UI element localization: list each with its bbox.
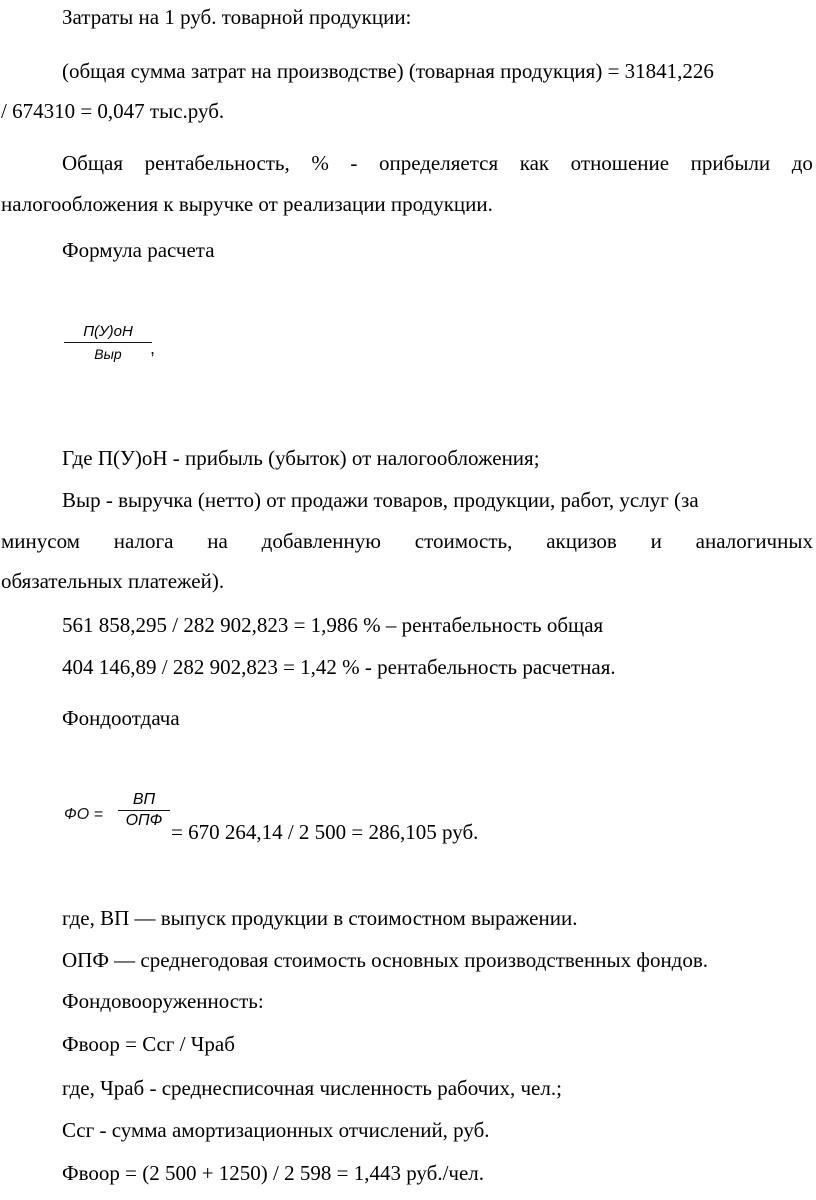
text-line: Фвоор = (2 500 + 1250) / 2 598 = 1,443 руб./чел.	[62, 1161, 485, 1185]
justified-text-line	[1, 153, 813, 174]
text-line: / 674310 = 0,047 тыс.руб.	[1, 99, 225, 123]
text-line: где, Чраб - среднесписочная численность рабочих, чел.;	[62, 1076, 562, 1100]
word: добавленную	[261, 529, 381, 553]
word: как	[519, 151, 550, 175]
text-line: 561 858,295 / 282 902,823 = 1,986 % – рентабельность общая	[62, 613, 604, 637]
text-line: = 670 264,14 / 2 500 = 286,105 руб.	[171, 820, 479, 844]
text-line: Фвоор = Ссг / Чраб	[62, 1032, 235, 1056]
word: стоимость,	[414, 529, 513, 553]
word: рентабельность,	[144, 151, 290, 175]
text-line: Выр - выручка (нетто) от продажи товаров, продукции, работ, услуг (за	[62, 488, 699, 512]
formula-lhs: ФО =	[64, 806, 103, 823]
justified-text-line	[1, 531, 813, 552]
word: прибыли	[690, 151, 771, 175]
word: отношение	[570, 151, 670, 175]
word: определяется	[378, 151, 499, 175]
text-line: (общая сумма затрат на производстве) (товарная продукция) = 31841,226	[62, 59, 714, 83]
word: %	[311, 151, 329, 175]
text-line: где, ВП –– выпуск продукции в стоимостном выражении.	[62, 906, 578, 930]
formula-fraction	[118, 790, 170, 831]
formula-comma: ,	[150, 338, 156, 358]
formula-denominator: Выр	[94, 346, 122, 362]
formula-numerator: ВП	[132, 791, 156, 808]
text-line: Ссг - сумма амортизационных отчислений, руб.	[62, 1118, 490, 1142]
word: Общая	[62, 151, 124, 175]
formula-numerator: П(У)оН	[83, 323, 133, 340]
word: до	[791, 151, 813, 175]
text-line: обязательных платежей).	[1, 569, 225, 593]
formula-fraction	[64, 322, 152, 365]
text-line: Фондовооруженность:	[62, 989, 264, 1013]
text-line: Где П(У)оН - прибыль (убыток) от налогообложения;	[62, 446, 540, 470]
word: и	[650, 529, 662, 553]
word: минусом	[1, 529, 80, 553]
text-line: налогообложения к выручке от реализации продукции.	[1, 192, 493, 216]
word: на	[207, 529, 228, 553]
word: налога	[113, 529, 174, 553]
text-line: 404 146,89 / 282 902,823 = 1,42 % - рентабельность расчетная.	[62, 655, 616, 679]
formula-denominator: ОПФ	[125, 812, 163, 829]
word: аналогичных	[695, 529, 813, 553]
word: -	[350, 151, 358, 175]
text-line: Фондоотдача	[62, 706, 180, 730]
text-line: Затраты на 1 руб. товарной продукции:	[62, 5, 412, 29]
word: акцизов	[546, 529, 617, 553]
text-line: ОПФ –– среднегодовая стоимость основных производственных фондов.	[62, 948, 709, 972]
text-line: Формула расчета	[62, 238, 215, 262]
